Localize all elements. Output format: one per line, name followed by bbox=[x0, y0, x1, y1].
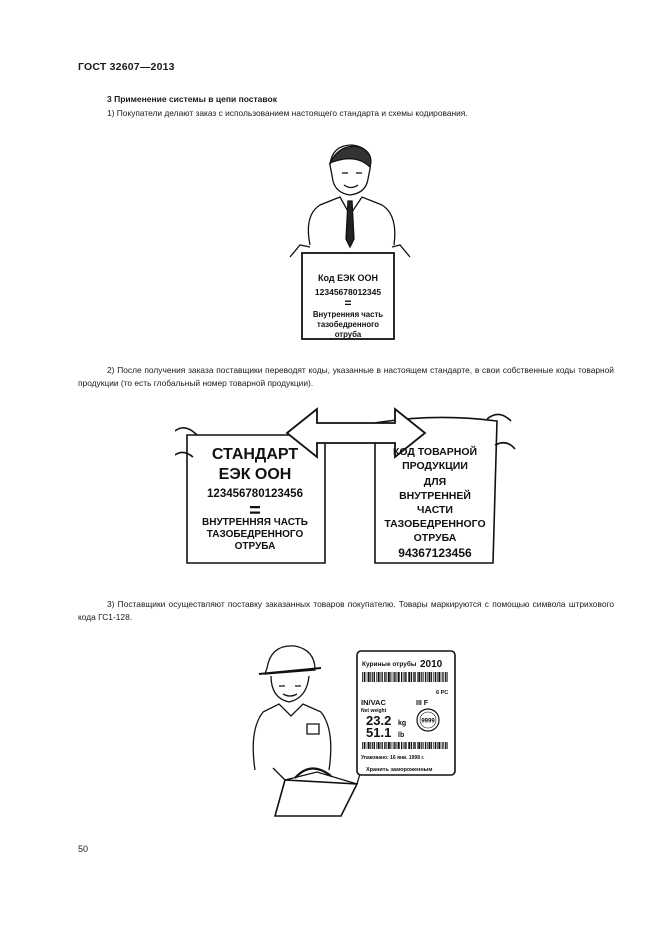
barcode-bar bbox=[417, 742, 418, 749]
barcode-bar bbox=[443, 672, 444, 682]
barcode-bar bbox=[431, 672, 432, 682]
barcode-bar bbox=[397, 672, 398, 682]
barcode-bar bbox=[445, 742, 446, 749]
barcode-bar bbox=[408, 672, 410, 682]
sign-line-2: 12345678012345 bbox=[314, 287, 382, 297]
barcode-bar bbox=[376, 742, 377, 749]
supplier-box bbox=[275, 780, 357, 816]
barcode-bar bbox=[394, 742, 395, 749]
supplier-head bbox=[271, 676, 309, 702]
barcode-bar bbox=[404, 672, 405, 682]
right-line-2: ПРОДУКЦИИ bbox=[402, 460, 468, 472]
barcode-bar bbox=[417, 672, 418, 682]
barcode-bar bbox=[397, 742, 398, 749]
barcode-bar bbox=[370, 672, 371, 682]
barcode-bar bbox=[423, 742, 424, 749]
stamp-number: 9999 bbox=[421, 718, 435, 725]
step-3-text: 3) Поставщики осуществляют поставку заказанных товаров покупателю. Товары маркируются с помощью символа штрихового кода ГС1-128. bbox=[78, 599, 614, 622]
barcode-bar bbox=[368, 672, 370, 682]
barcode-bar bbox=[401, 672, 402, 682]
right-line-3: ДЛЯ bbox=[423, 476, 447, 488]
barcode-bar bbox=[403, 672, 404, 682]
figure-code-translation bbox=[175, 405, 520, 575]
barcode-bar bbox=[384, 672, 385, 682]
barcode-bar bbox=[378, 742, 380, 749]
barcode-label bbox=[356, 650, 456, 776]
barcode-bar bbox=[393, 742, 394, 749]
barcode-bar bbox=[372, 672, 373, 682]
barcode-bar bbox=[370, 742, 371, 749]
buyer-tie bbox=[346, 201, 354, 247]
barcode-bar bbox=[442, 742, 443, 749]
barcode-bar bbox=[384, 742, 385, 749]
barcode-bar bbox=[366, 742, 367, 749]
barcode-bar bbox=[445, 672, 446, 682]
weight-lb: 51.1 bbox=[366, 725, 392, 740]
barcode-bar bbox=[403, 742, 404, 749]
supplier-shirt bbox=[253, 704, 331, 770]
barcode-bar bbox=[447, 672, 448, 682]
barcode-bar bbox=[414, 742, 415, 749]
barcode-bar bbox=[362, 742, 363, 749]
barcode-bar bbox=[421, 672, 422, 682]
barcode-bar bbox=[411, 742, 412, 749]
left-line-1: СТАНДАРТ bbox=[211, 446, 299, 463]
left-line-4: = bbox=[249, 500, 261, 522]
label-packed-date: Упаковано: 16 янв. 1998 г. bbox=[361, 755, 425, 761]
barcode-bar bbox=[413, 672, 414, 682]
barcode-bar bbox=[447, 742, 448, 749]
barcode-bar bbox=[381, 742, 382, 749]
barcode-bar bbox=[362, 672, 363, 682]
barcode-bar bbox=[414, 672, 415, 682]
barcode-bar bbox=[398, 672, 400, 682]
barcode-bar bbox=[401, 742, 402, 749]
left-line-6: ТАЗОБЕДРЕННОГО bbox=[206, 529, 304, 540]
barcode-bar bbox=[411, 672, 412, 682]
barcode-bar bbox=[378, 672, 380, 682]
barcode-bar bbox=[418, 742, 420, 749]
barcode-bar bbox=[437, 672, 438, 682]
barcode-bar bbox=[390, 672, 391, 682]
figure-supplier-with-box bbox=[245, 640, 365, 820]
barcode-bar bbox=[382, 742, 383, 749]
barcode-bar bbox=[433, 742, 434, 749]
sign-line-5: тазобедренного bbox=[317, 320, 379, 329]
left-line-5: ВНУТРЕННЯЯ ЧАСТЬ bbox=[202, 517, 308, 528]
right-line-6: ТАЗОБЕДРЕННОГО bbox=[384, 518, 486, 530]
document-code: ГОСТ 32607—2013 bbox=[78, 61, 175, 73]
sign-line-6: отруба bbox=[334, 330, 362, 339]
right-line-5: ЧАСТИ bbox=[417, 504, 453, 516]
page-number: 50 bbox=[78, 844, 89, 854]
label-pc: 6 PC bbox=[436, 690, 449, 696]
weight-kg: 23.2 bbox=[366, 713, 392, 728]
barcode-bar bbox=[406, 672, 407, 682]
barcode-bar bbox=[382, 672, 383, 682]
barcode-bar bbox=[442, 672, 443, 682]
barcode-bar bbox=[421, 742, 422, 749]
barcode-bar bbox=[427, 672, 428, 682]
label-grade: III F bbox=[416, 700, 429, 707]
barcode-bar bbox=[386, 672, 387, 682]
barcode-bar bbox=[376, 672, 377, 682]
barcode-bar bbox=[390, 742, 391, 749]
barcode-bar bbox=[429, 742, 431, 749]
barcode-bar bbox=[435, 672, 436, 682]
barcode-bar bbox=[425, 742, 426, 749]
unit-kg: kg bbox=[398, 720, 407, 727]
barcode-bar bbox=[435, 742, 436, 749]
label-storage: Хранить замороженным bbox=[366, 767, 433, 773]
barcode-bar bbox=[394, 672, 395, 682]
barcode-bar bbox=[386, 742, 387, 749]
sign-line-3: = bbox=[344, 296, 352, 310]
barcode-bar bbox=[372, 742, 373, 749]
barcode-bar bbox=[438, 672, 440, 682]
barcode-bar bbox=[427, 742, 428, 749]
barcode-bar bbox=[418, 672, 420, 682]
barcode-bar bbox=[408, 742, 410, 749]
barcode-bar bbox=[374, 742, 375, 749]
left-line-2: ЕЭК ООН bbox=[218, 466, 292, 483]
label-year: 2010 bbox=[420, 659, 443, 670]
sign-line-1: Код ЕЭК ООН bbox=[318, 273, 378, 283]
barcode-bar bbox=[388, 672, 390, 682]
barcode-bar bbox=[364, 742, 365, 749]
left-line-3: 123456780123456 bbox=[207, 488, 303, 500]
barcode-bar bbox=[438, 742, 440, 749]
barcode-bar bbox=[413, 742, 414, 749]
unit-lb: lb bbox=[398, 732, 405, 739]
label-pack: IN/VAC bbox=[361, 698, 386, 707]
barcode-bar bbox=[393, 672, 394, 682]
barcode-bar bbox=[374, 672, 375, 682]
barcode-bar bbox=[423, 672, 424, 682]
section-title: 3 Применение системы в цепи поставок bbox=[107, 94, 277, 104]
barcode-bar bbox=[406, 742, 407, 749]
right-line-7: ОТРУБА bbox=[413, 532, 457, 544]
barcode-bar bbox=[443, 742, 444, 749]
barcode-bar bbox=[429, 672, 431, 682]
barcode-bar bbox=[425, 672, 426, 682]
barcode-bar bbox=[388, 742, 390, 749]
barcode-bar bbox=[366, 672, 367, 682]
barcode-bar bbox=[368, 742, 370, 749]
sign-line-4: Внутренняя часть bbox=[312, 310, 384, 319]
label-title: Куриные отрубы bbox=[362, 661, 417, 668]
figure-buyer-with-sign bbox=[270, 135, 420, 345]
right-line-4: ВНУТРЕННЕЙ bbox=[399, 490, 471, 502]
barcode-bar bbox=[381, 672, 382, 682]
left-line-7: ОТРУБА bbox=[234, 541, 276, 552]
label-net: Net weight bbox=[361, 708, 387, 714]
barcode-bar bbox=[398, 742, 400, 749]
barcode-bar bbox=[437, 742, 438, 749]
step-1-text: 1) Покупатели делают заказ с использованием настоящего стандарта и схемы кодирования. bbox=[107, 108, 468, 118]
right-line-8: 94367123456 bbox=[398, 546, 472, 560]
right-line-1: КОД ТОВАРНОЙ bbox=[392, 446, 478, 458]
barcode-bar bbox=[364, 672, 365, 682]
barcode-bar bbox=[404, 742, 405, 749]
barcode-bar bbox=[433, 672, 434, 682]
step-2-text: 2) После получения заказа поставщики переводят коды, указанные в настоящем стандарте, в свои собственные коды товарной продукции (то есть глобальный номер товарной продукции). bbox=[78, 365, 614, 388]
barcode-bar bbox=[431, 742, 432, 749]
